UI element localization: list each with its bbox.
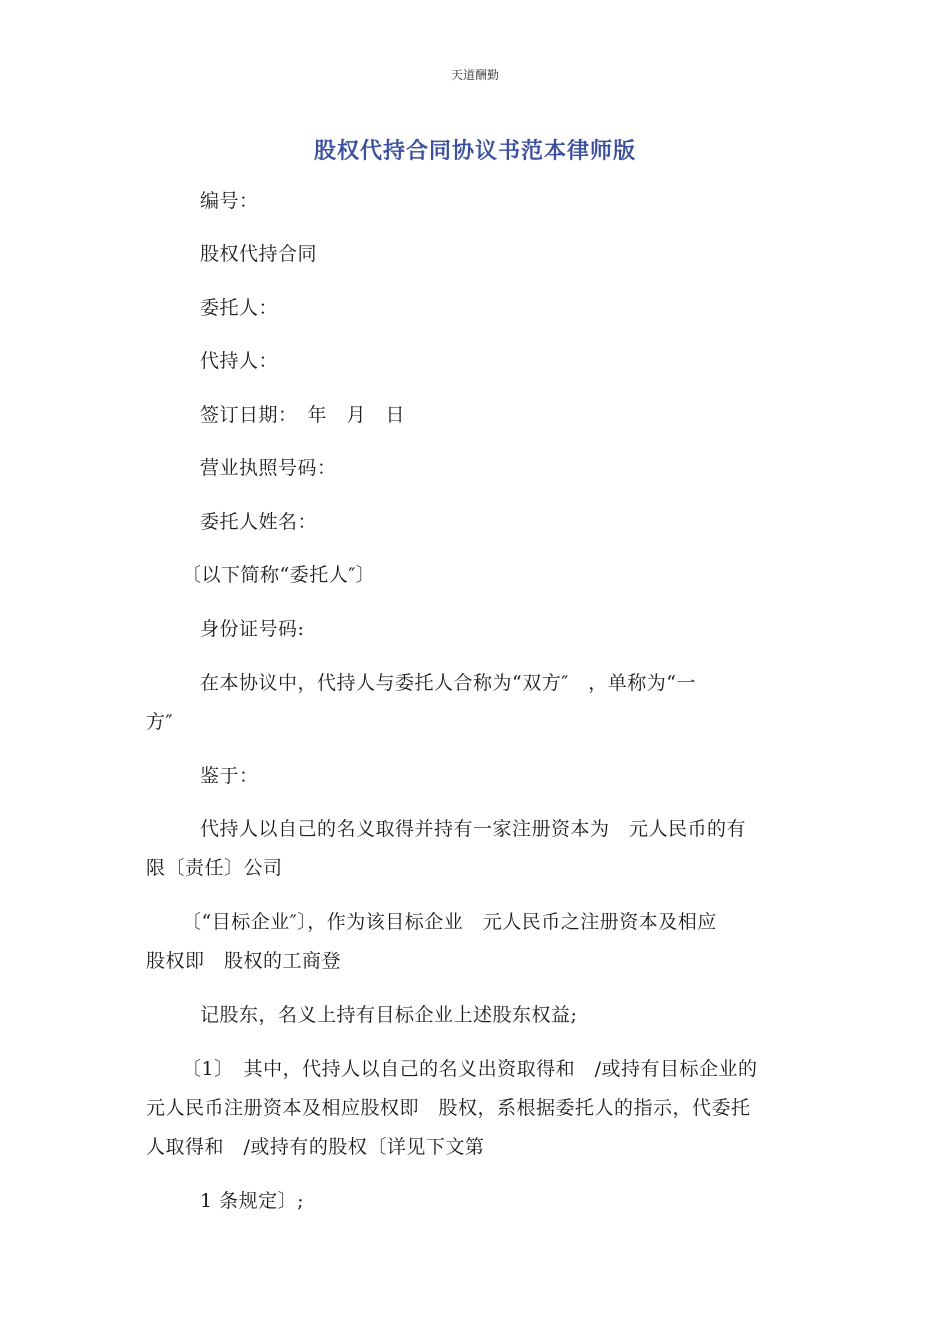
contract-name: 股权代持合同 xyxy=(200,243,318,265)
recital-line-1: 代持人以自己的名义取得并持有一家注册资本为 元人民币的有 xyxy=(200,818,747,840)
whereas-label: 鉴于： xyxy=(200,765,259,787)
clause-1-line-1: 〔1〕 其中，代持人以自己的名义出资取得和 /或持有目标企业的 xyxy=(182,1058,758,1080)
recital-line-3: 〔“目标企业″〕，作为该目标企业 元人民币之注册资本及相应 xyxy=(182,911,717,933)
principal-alias: 〔以下简称“委托人″〕 xyxy=(182,564,376,586)
parties-definition-line-1: 在本协议中，代持人与委托人合称为“双方″ ，单称为“一 xyxy=(200,672,697,694)
principal-name-label: 委托人姓名： xyxy=(200,511,318,533)
document-title: 股权代持合同协议书范本律师版 xyxy=(313,139,636,164)
signing-date-label: 签订日期： 年 月 日 xyxy=(200,404,406,426)
principal-label: 委托人： xyxy=(200,297,279,319)
parties-definition-line-2: 方″ xyxy=(146,711,174,733)
page-header: 天道酬勤 xyxy=(450,68,499,82)
id-number-label: 身份证号码: xyxy=(200,618,305,640)
recital-line-2: 限〔责任〕公司 xyxy=(146,857,283,879)
clause-1-line-4: 1 条规定〕; xyxy=(200,1190,305,1212)
recital-line-4: 股权即 股权的工商登 xyxy=(146,950,342,972)
clause-1-line-2: 元人民币注册资本及相应股权即 股权，系根据委托人的指示，代委托 xyxy=(146,1097,751,1119)
clause-1-line-3: 人取得和 /或持有的股权〔详见下文第 xyxy=(146,1136,485,1158)
number-label: 编号： xyxy=(200,190,259,212)
recital-line-5: 记股东，名义上持有目标企业上述股东权益; xyxy=(200,1004,578,1026)
business-license-label: 营业执照号码： xyxy=(200,457,337,479)
nominee-label: 代持人： xyxy=(200,350,279,372)
